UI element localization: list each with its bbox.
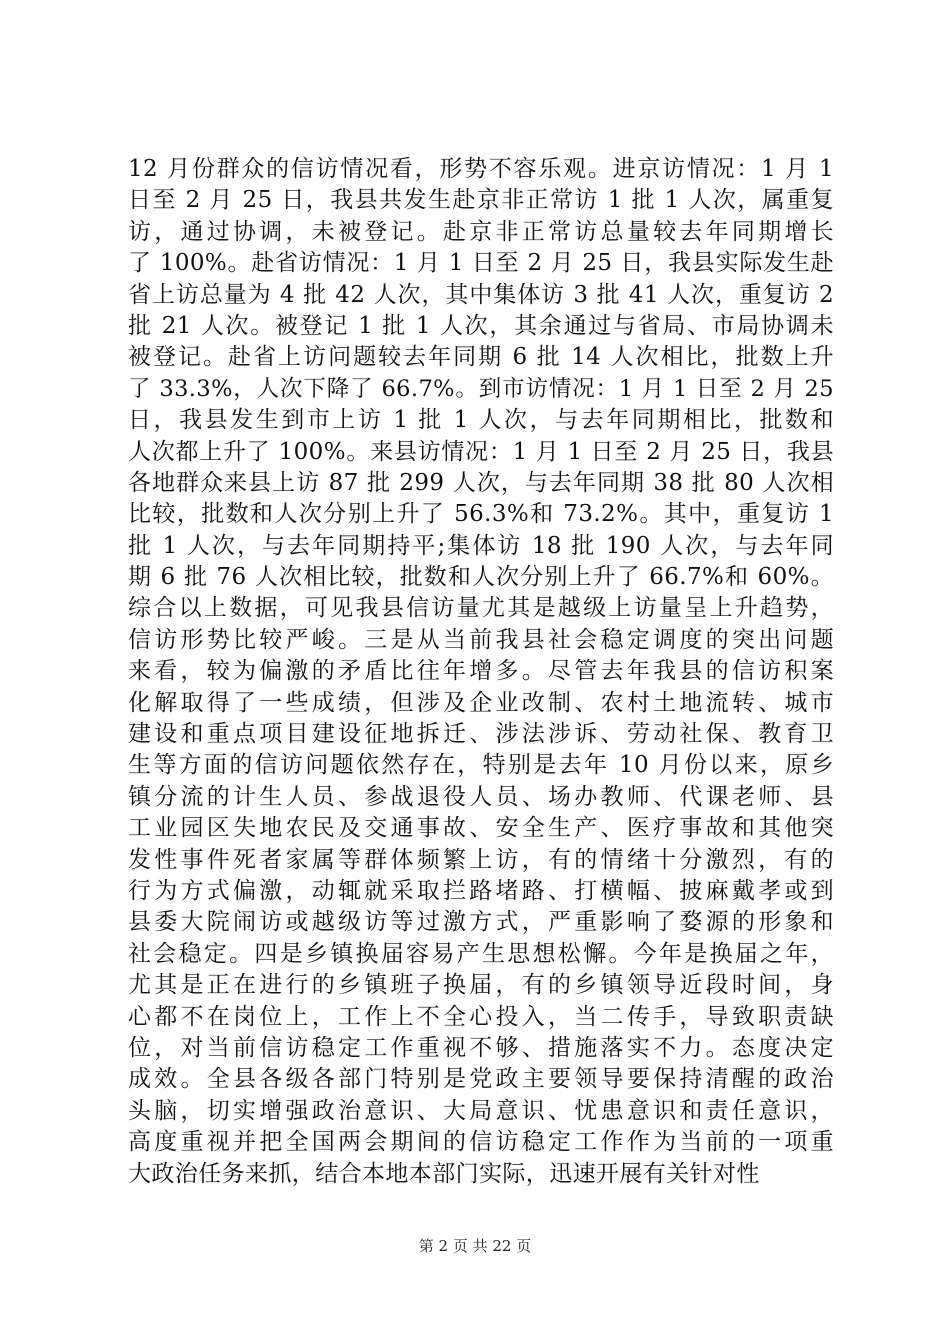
- text-line: 生等方面的信访问题依然存在，特别是去年 10 月份以来，原乡: [128, 752, 834, 779]
- text-line: 访，通过协调，未被登记。赴京非正常访总量较去年同期增长: [128, 218, 834, 245]
- text-line: 县委大院闹访或越级访等过激方式，严重影响了婺源的形象和: [128, 909, 834, 936]
- text-line: 来看，较为偏激的矛盾比往年增多。尽管去年我县的信访积案: [128, 658, 834, 685]
- text-line: 省上访总量为 4 批 42 人次，其中集体访 3 批 41 人次，重复访 2: [128, 281, 834, 308]
- text-line: 建设和重点项目建设征地拆迁、涉法涉诉、劳动社保、教育卫: [128, 721, 834, 748]
- text-line: 信访形势比较严峻。三是从当前我县社会稳定调度的突出问题: [128, 626, 834, 653]
- text-line: 批 1 人次，与去年同期持平;集体访 18 批 190 人次，与去年同: [128, 532, 834, 559]
- text-line: 12 月份群众的信访情况看，形势不容乐观。进京访情况：1 月 1: [128, 156, 834, 182]
- text-line: 社会稳定。四是乡镇换届容易产生思想松懈。今年是换届之年，: [128, 940, 834, 967]
- text-line: 行为方式偏激，动辄就采取拦路堵路、打横幅、披麻戴孝或到: [128, 877, 834, 904]
- text-line: 位，对当前信访稳定工作重视不够、措施落实不力。态度决定: [128, 1034, 834, 1061]
- text-line: 批 21 人次。被登记 1 批 1 人次，其余通过与省局、市局协调未: [128, 312, 834, 339]
- text-line: 了 33.3%，人次下降了 66.7%。到市访情况：1 月 1 日至 2 月 25: [128, 375, 834, 402]
- text-line: 心都不在岗位上，工作上不全心投入，当二传手，导致职责缺: [128, 1003, 834, 1030]
- text-line: 了 100%。赴省访情况：1 月 1 日至 2 月 25 日，我县实际发生赴: [128, 250, 834, 277]
- text-line: 各地群众来县上访 87 批 299 人次，与去年同期 38 批 80 人次相: [128, 469, 834, 496]
- text-line: 尤其是正在进行的乡镇班子换届，有的乡镇领导近段时间，身: [128, 972, 834, 999]
- text-line: 发性事件死者家属等群体频繁上访，有的情绪十分激烈，有的: [128, 846, 834, 873]
- text-line: 日，我县发生到市上访 1 批 1 人次，与去年同期相比，批数和: [128, 407, 834, 434]
- text-line: 日至 2 月 25 日，我县共发生赴京非正常访 1 批 1 人次，属重复: [128, 187, 834, 214]
- text-line: 比较，批数和人次分别上升了 56.3%和 73.2%。其中，重复访 1: [128, 501, 834, 528]
- text-line: 镇分流的计生人员、参战退役人员、场办教师、代课老师、县: [128, 783, 834, 810]
- text-line: 被登记。赴省上访问题较去年同期 6 批 14 人次相比，批数上升: [128, 344, 834, 371]
- text-line: 化解取得了一些成绩，但涉及企业改制、农村土地流转、城市: [128, 689, 834, 716]
- text-line: 成效。全县各级各部门特别是党政主要领导要保持清醒的政治: [128, 1066, 834, 1093]
- text-line: 工业园区失地农民及交通事故、安全生产、医疗事故和其他突: [128, 815, 834, 842]
- page-footer: 第 2 页 共 22 页: [418, 1237, 532, 1255]
- text-line: 综合以上数据，可见我县信访量尤其是越级上访量呈上升趋势，: [128, 595, 834, 622]
- text-line: 大政治任务来抓，结合本地本部门实际，迅速开展有关针对性: [128, 1160, 760, 1187]
- text-line: 人次都上升了 100%。来县访情况：1 月 1 日至 2 月 25 日，我县: [128, 438, 834, 465]
- text-line: 期 6 批 76 人次相比较，批数和人次分别上升了 66.7%和 60%。: [128, 564, 834, 591]
- body-text: [128, 154, 834, 1190]
- text-line: 高度重视并把全国两会期间的信访稳定工作作为当前的一项重: [128, 1129, 834, 1156]
- text-line: 头脑，切实增强政治意识、大局意识、忧患意识和责任意识，: [128, 1097, 834, 1124]
